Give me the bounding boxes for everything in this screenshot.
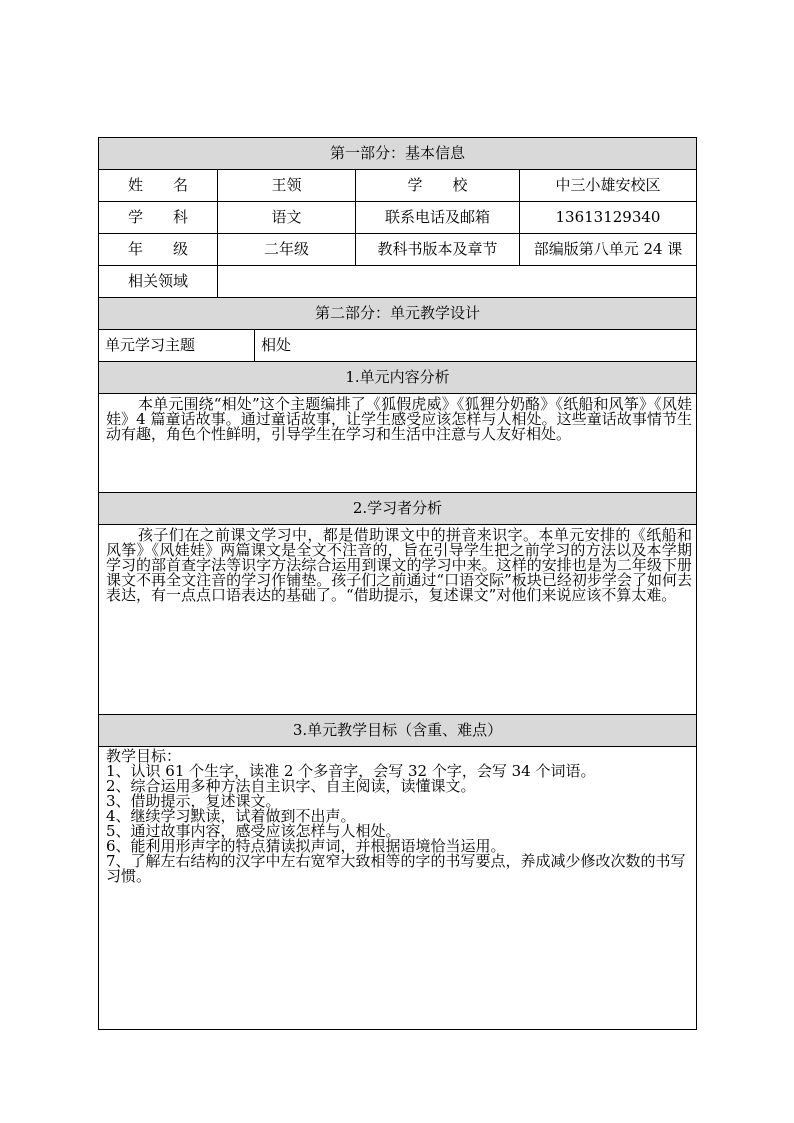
info-row	[99, 234, 697, 266]
section3-title: 3.单元教学目标（含重、难点）	[99, 715, 697, 747]
related-row	[99, 266, 697, 298]
goals-cell	[99, 747, 697, 1030]
related-label: 相关领域	[99, 266, 218, 298]
section2-title: 2.学习者分析	[99, 493, 697, 525]
goal-item: 6、能利用形声字的特点猜读拟声词，并根据语境恰当运用。	[106, 837, 506, 855]
goal-item: 2、综合运用多种方法自主识字、自主阅读，读懂课文。	[106, 777, 476, 795]
info-row	[99, 202, 697, 234]
contact-label: 联系电话及邮箱	[356, 202, 520, 234]
section1-text: 本单元围绕“相处”这个主题编排了《狐假虎威》《狐狸分奶酪》《纸船和风筝》《风娃娃》4 篇童话故事。通过童话故事，让学生感受应该怎样与人相处。这些童话故事情节生动有趣，角色个性鲜明，引导学生在学习和生活中注意与人友好相处。	[99, 394, 697, 493]
goal-item: 7、了解左右结构的汉字中左右宽窄大致相等的字的书写要点，养成减少修改次数的书写习惯。	[106, 852, 686, 885]
contact-value: 13613129340	[520, 202, 697, 234]
school-value: 中三小雄安校区	[520, 170, 697, 202]
theme-row	[99, 330, 697, 362]
part2-title: 第二部分：单元教学设计	[99, 298, 697, 330]
goal-item: 1、认识 61 个生字，读准 2 个多音字，会写 32 个字，会写 34 个词语。	[106, 762, 596, 780]
part1-title: 第一部分：基本信息	[99, 138, 697, 170]
grade-label: 年 级	[99, 234, 218, 266]
goal-item: 5、通过故事内容，感受应该怎样与人相处。	[106, 822, 401, 840]
school-label: 学 校	[356, 170, 520, 202]
subject-value: 语文	[218, 202, 356, 234]
textbook-label: 教科书版本及章节	[356, 234, 520, 266]
name-label: 姓 名	[99, 170, 218, 202]
info-row	[99, 170, 697, 202]
name-value: 王领	[218, 170, 356, 202]
goals-intro: 教学目标：	[106, 747, 182, 765]
related-value	[218, 266, 697, 298]
subject-label: 学 科	[99, 202, 218, 234]
goal-item: 4、继续学习默读，试着做到不出声。	[106, 807, 356, 825]
grade-value: 二年级	[218, 234, 356, 266]
theme-value: 相处	[255, 330, 697, 362]
section1-title: 1.单元内容分析	[99, 362, 697, 394]
section2-text: 孩子们在之前课文学习中，都是借助课文中的拼音来识字。本单元安排的《纸船和风筝》《风娃娃》两篇课文是全文不注音的，旨在引导学生把之前学习的方法以及本学期学习的部首查字法等识字方法综合运用到课文的学习中来。这样的安排也是为二年级下册课文不再全文注音的学习作铺垫。孩子们之前通过“口语交际”板块已经初步学会了如何去表达，有一点点口语表达的基础了。“借助提示，复述课文”对他们来说应该不算太难。	[99, 525, 697, 715]
textbook-value: 部编版第八单元 24 课	[520, 234, 697, 266]
goal-item: 3、借助提示，复述课文。	[106, 792, 281, 810]
unit-design-table	[98, 137, 697, 1030]
theme-label: 单元学习主题	[99, 330, 255, 362]
